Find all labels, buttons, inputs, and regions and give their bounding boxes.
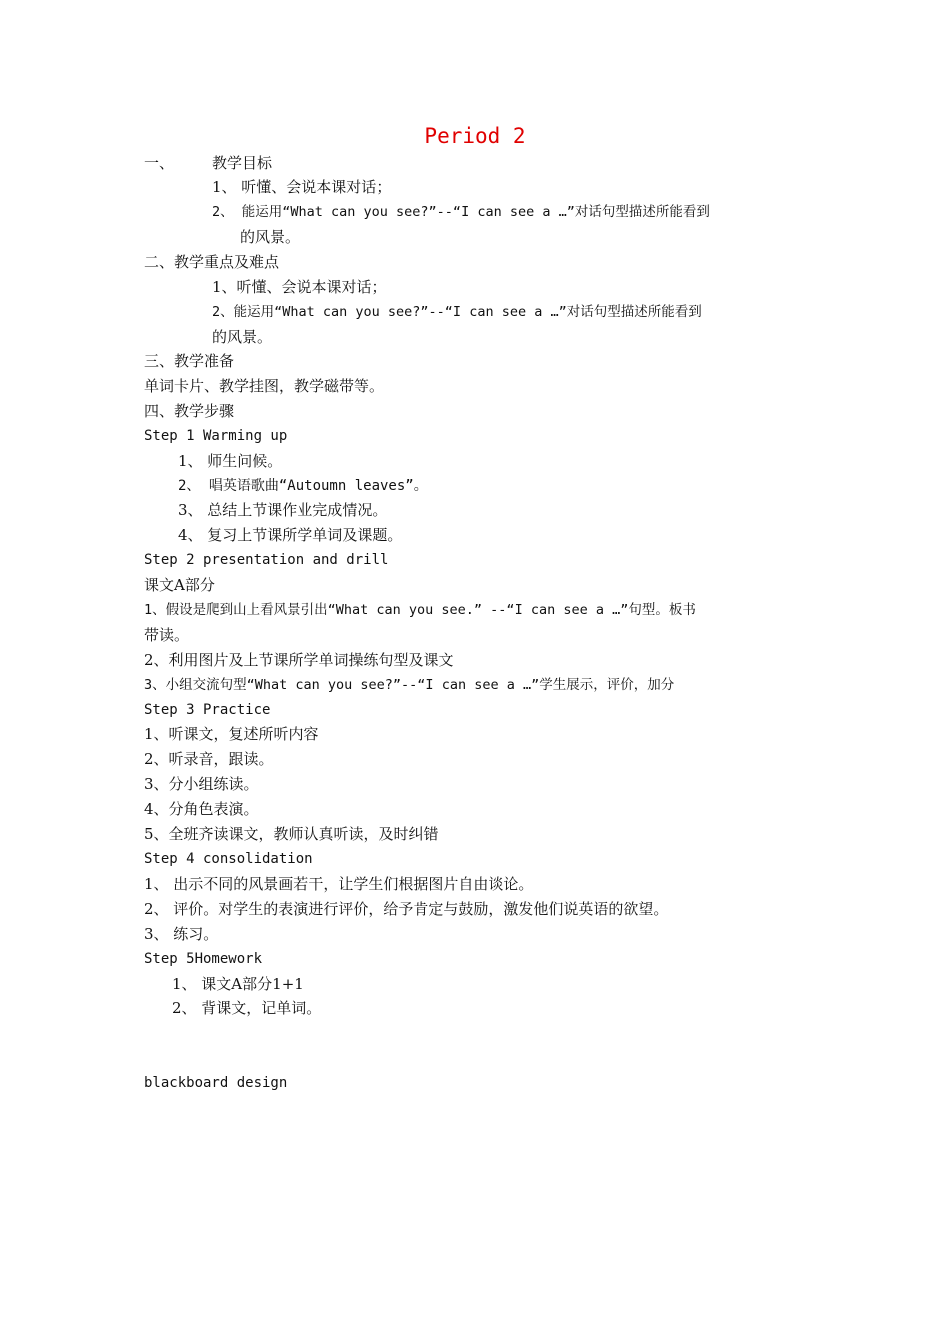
step-4-item-2: 2、 评价。对学生的表演进行评价，给予肯定与鼓励，激发他们说英语的欲望。 <box>144 900 669 918</box>
step-4-item-3: 3、 练习。 <box>144 925 219 943</box>
step-3-title: Step 3 Practice <box>144 702 271 718</box>
section-1-item-2: 2、 能运用“What can you see?”--“I can see a …”对话句型描述所能看到 <box>212 204 710 220</box>
section-2-item-2-cont: 的风景。 <box>212 328 273 346</box>
step-4-item-1: 1、 出示不同的风景画若干，让学生们根据图片自由谈论。 <box>144 875 534 893</box>
step-3-item-4: 4、分角色表演。 <box>144 800 259 818</box>
step-5-item-1: 1、 课文A部分1+1 <box>172 975 304 993</box>
step-2-item-3: 3、小组交流句型“What can you see?”--“I can see a …”学生展示，评价，加分 <box>144 677 675 693</box>
step-2-item-2: 2、利用图片及上节课所学单词操练句型及课文 <box>144 651 454 669</box>
section-3-text: 单词卡片、教学挂图，教学磁带等。 <box>144 377 385 395</box>
step-3-item-2: 2、听录音，跟读。 <box>144 750 274 768</box>
section-1-item-2-cont: 的风景。 <box>240 228 301 246</box>
step-3-item-3: 3、分小组练读。 <box>144 775 259 793</box>
section-1-item-1: 1、 听懂、会说本课对话； <box>212 178 392 196</box>
section-1-heading: 教学目标 <box>212 154 273 172</box>
step-1-title: Step 1 Warming up <box>144 428 288 444</box>
step-1-item-2: 2、 唱英语歌曲“Autoumn leaves”。 <box>178 478 428 494</box>
step-5-item-2: 2、 背课文，记单词。 <box>172 999 322 1017</box>
step-2-item-1: 1、假设是爬到山上看风景引出“What can you see.” --“I can see a …”句型。板书 <box>144 602 696 618</box>
step-3-item-1: 1、听课文，复述所听内容 <box>144 725 319 743</box>
step-2-title: Step 2 presentation and drill <box>144 552 389 568</box>
step-3-item-5: 5、全班齐读课文，教师认真听读，及时纠错 <box>144 825 439 843</box>
step-1-item-1: 1、 师生问候。 <box>178 452 283 470</box>
step-1-item-4: 4、 复习上节课所学单词及课题。 <box>178 526 403 544</box>
step-1-item-3: 3、 总结上节课作业完成情况。 <box>178 501 388 519</box>
section-2-item-2: 2、能运用“What can you see?”--“I can see a …”对话句型描述所能看到 <box>212 304 702 320</box>
step-2-subheading: 课文A部分 <box>144 576 215 594</box>
section-2-item-1: 1、听懂、会说本课对话； <box>212 278 387 296</box>
blackboard-design-label: blackboard design <box>144 1075 288 1091</box>
section-3-heading: 三、教学准备 <box>144 352 235 370</box>
section-2-heading: 二、教学重点及难点 <box>144 253 280 271</box>
step-2-item-1-cont: 带读。 <box>144 626 190 644</box>
section-4-heading: 四、教学步骤 <box>144 402 235 420</box>
step-5-title: Step 5Homework <box>144 951 263 967</box>
document-title: Period 2 <box>424 124 526 148</box>
step-4-title: Step 4 consolidation <box>144 851 313 867</box>
section-1-number: 一、 <box>144 154 175 172</box>
